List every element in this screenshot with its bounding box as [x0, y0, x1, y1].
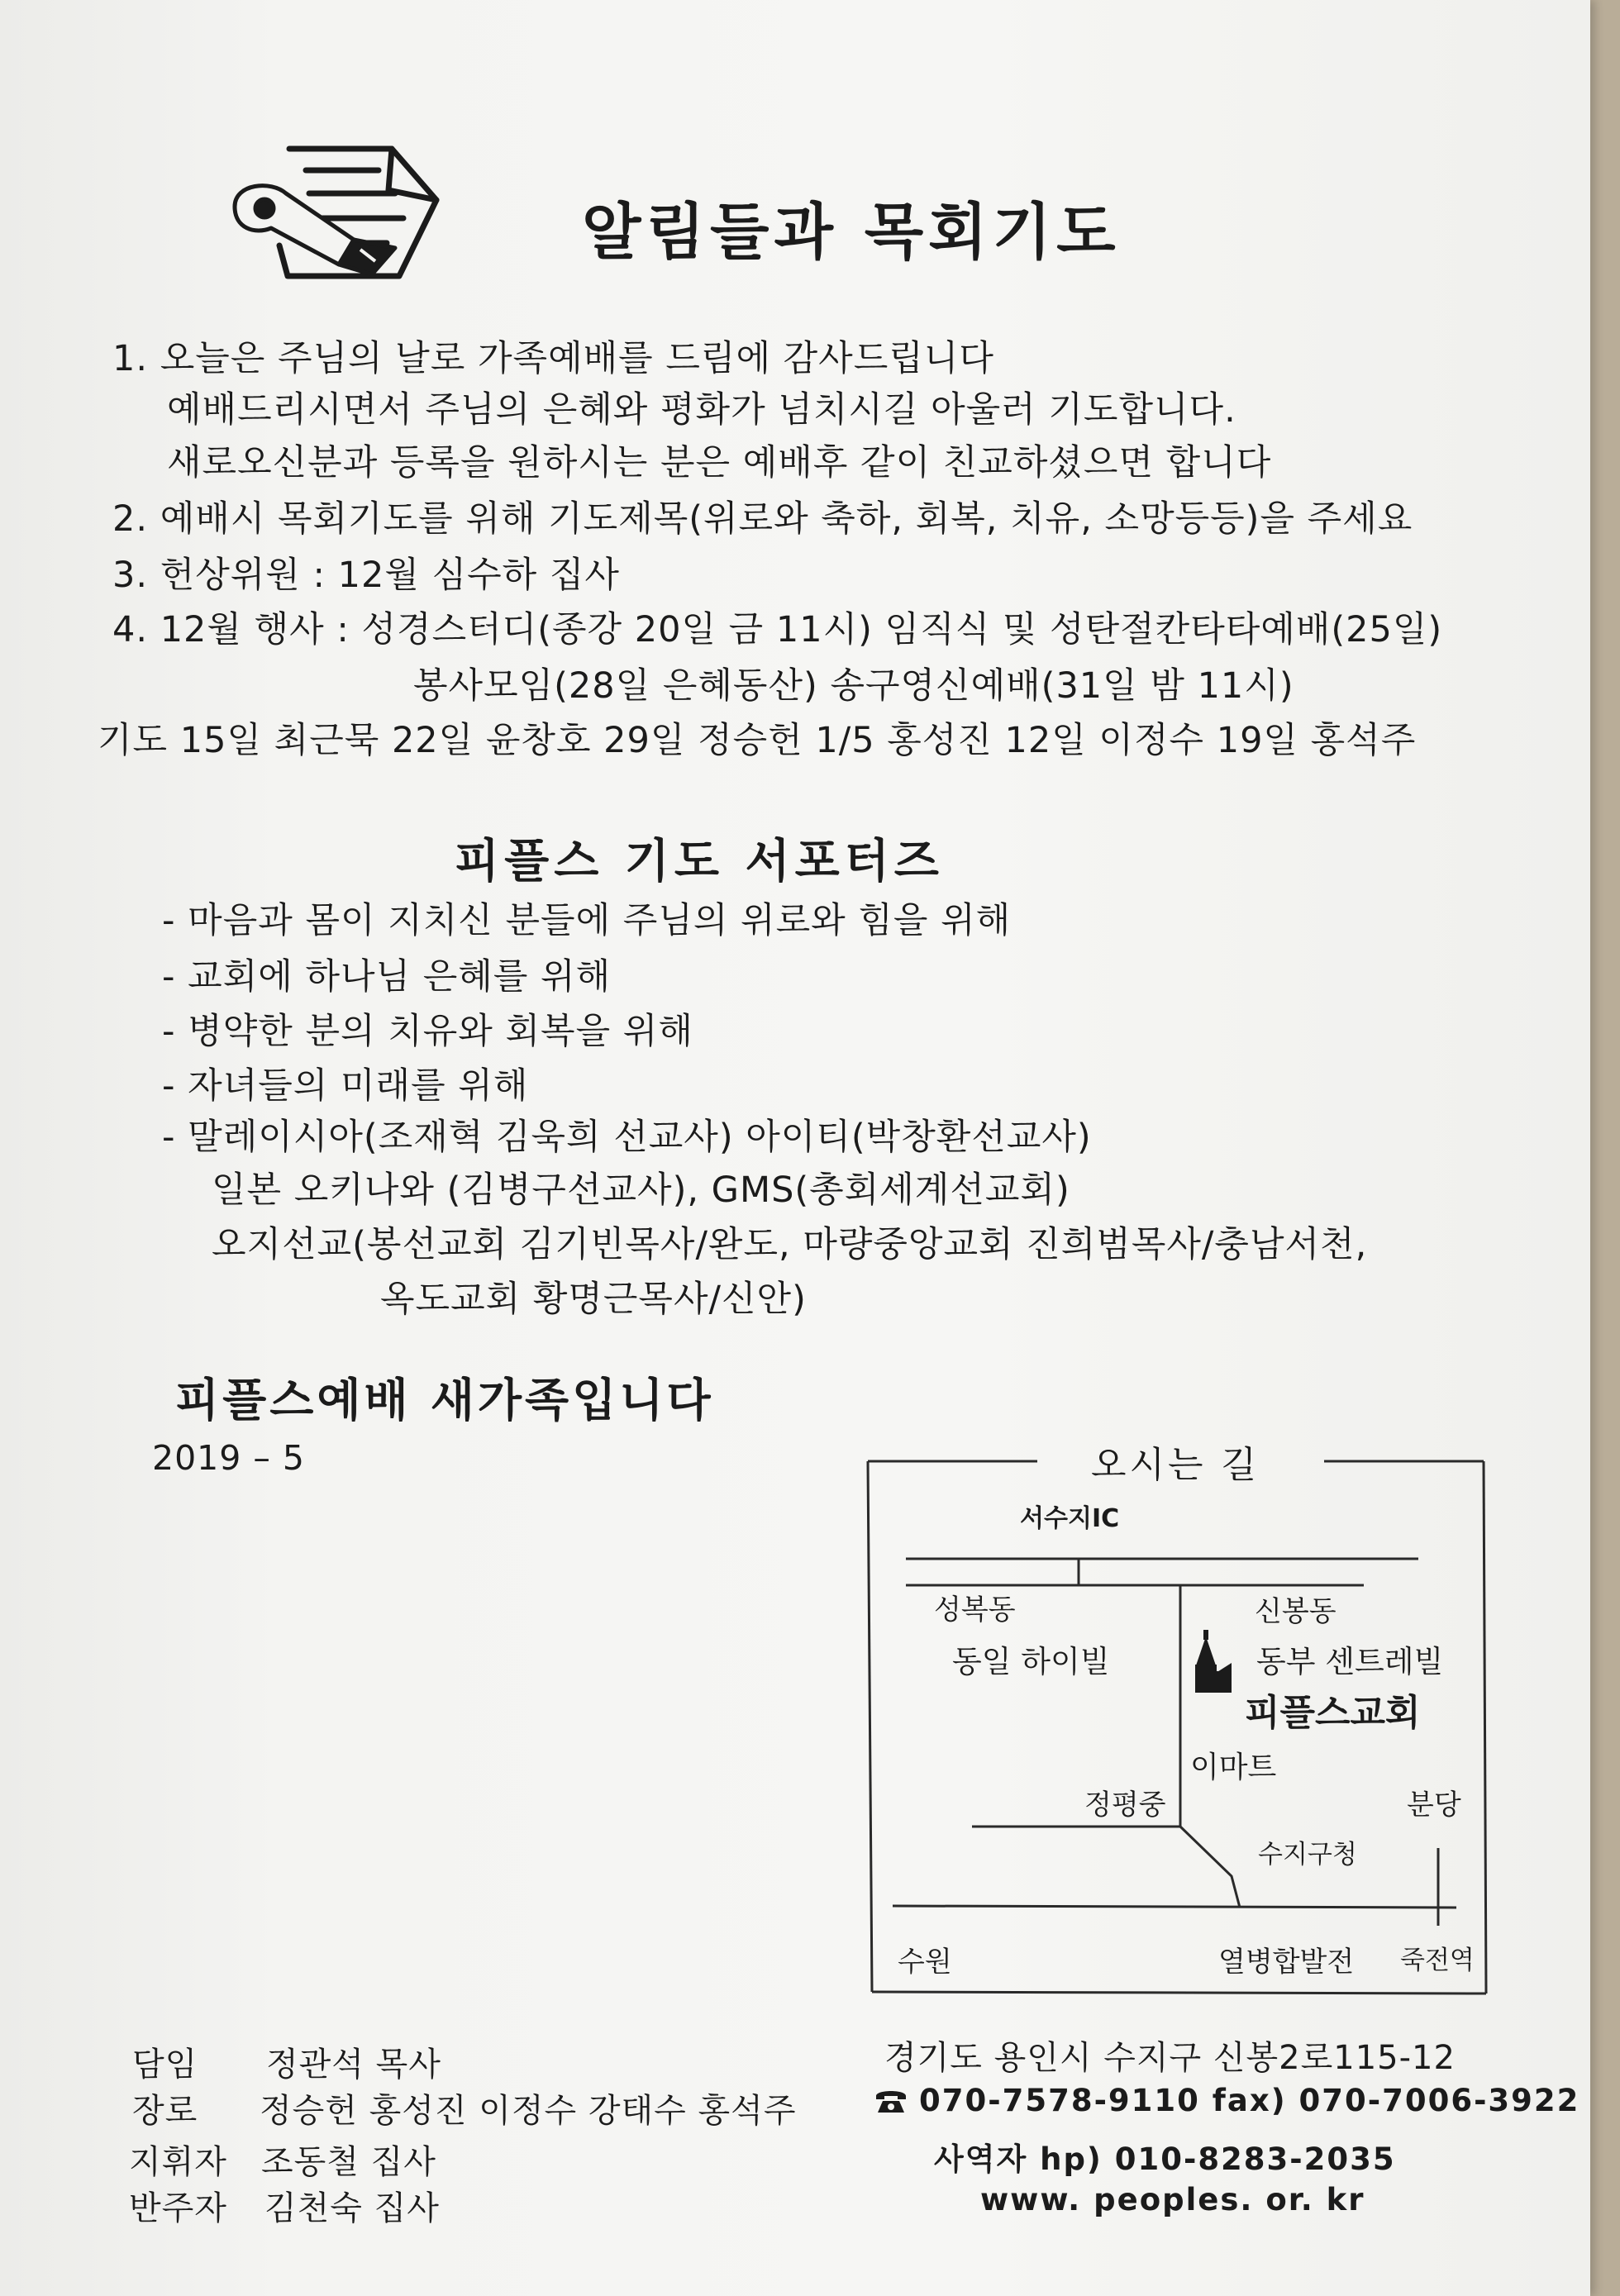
church-phone: 070-7578-9110 fax) 070-7006-3922: [919, 2083, 1580, 2118]
document-pen-icon: [230, 142, 446, 283]
supporter-item: 옥도교회 황명근목사/신안): [380, 1279, 807, 1320]
map-label-sinbong: 신봉동: [1255, 1595, 1336, 1628]
staff-role: 지휘자: [129, 2143, 227, 2181]
map-label-jukjeon: 죽전역: [1400, 1946, 1475, 1975]
map-label-suwon: 수원: [898, 1946, 952, 1979]
map-label-jeongpyeong: 정평중: [1084, 1789, 1166, 1822]
church-icon: [1195, 1630, 1232, 1693]
supporter-item: - 자녀들의 미래를 위해: [162, 1065, 529, 1107]
church-website[interactable]: www. peoples. or. kr: [980, 2182, 1365, 2217]
staff-names: 정관석 목사: [266, 2046, 441, 2084]
map-label-emart: 이마트: [1190, 1751, 1277, 1784]
map-label-church: 피플스교회: [1245, 1692, 1421, 1734]
map-title: 오시는 길: [1091, 1444, 1260, 1486]
supporter-item: 일본 오키나와 (김병구선교사), GMS(총회세계선교회): [212, 1169, 1070, 1211]
telephone-icon: [873, 2088, 909, 2114]
minister-hp: 사역자 hp) 010-8283-2035: [934, 2141, 1396, 2177]
supporter-item: - 병약한 분의 치유와 회복을 위해: [162, 1011, 693, 1052]
map-label-dongbu: 동부 센트레빌: [1256, 1644, 1444, 1679]
newcomer-title: 피플스예배 새가족입니다: [175, 1374, 714, 1427]
notice-line: 예배드리시면서 주님의 은혜와 평화가 넘치시길 아울러 기도합니다.: [167, 389, 1236, 431]
notice-line: 1. 오늘은 주님의 날로 가족예배를 드림에 감사드립니다: [112, 338, 994, 379]
supporters-title: 피플스 기도 서포터즈: [455, 835, 944, 888]
staff-names: 조동철 집사: [261, 2143, 436, 2181]
staff-names: 정승헌 홍성진 이정수 강태수 홍석주: [260, 2092, 797, 2130]
notice-line: 봉사모임(28일 은혜동산) 송구영신예배(31일 밤 11시): [413, 665, 1294, 707]
supporter-item: 오지선교(봉선교회 김기빈목사/완도, 마량중앙교회 진희범목사/충남서천,: [212, 1224, 1368, 1265]
map-label-bundang: 분당: [1407, 1789, 1461, 1822]
staff-names: 김천숙 집사: [264, 2189, 440, 2227]
staff-role: 반주자: [129, 2189, 227, 2227]
prayer-schedule: 기도 15일 최근묵 22일 윤창호 29일 정승헌 1/5 홍성진 12일 이정수 19일 홍석주: [98, 720, 1417, 761]
staff-role: 장로: [132, 2092, 198, 2130]
supporter-item: - 교회에 하나님 은혜를 위해: [162, 956, 612, 998]
notice-line: 4. 12월 행사 : 성경스터디(종강 20일 금 11시) 임직식 및 성탄절칸타타예배(25일): [112, 609, 1443, 650]
notice-line: 새로오신분과 등록을 원하시는 분은 예배후 같이 친교하셨으면 합니다: [167, 442, 1272, 483]
map-label-suji: 수지구청: [1258, 1840, 1357, 1870]
notice-line: 3. 헌상위원 : 12월 심수하 집사: [112, 555, 620, 596]
notice-line: 2. 예배시 목회기도를 위해 기도제목(위로와 축하, 회복, 치유, 소망등등)을 주세요: [112, 498, 1413, 540]
map-label-yeolbyeong: 열병합발전: [1218, 1946, 1355, 1979]
newcomer-date: 2019 – 5: [152, 1438, 305, 1478]
church-address: 경기도 용인시 수지구 신봉2로115-12: [884, 2039, 1456, 2077]
map-label-ic: 서수지IC: [1020, 1504, 1120, 1533]
supporter-item: - 마음과 몸이 지치신 분들에 주님의 위로와 힘을 위해: [162, 900, 1012, 941]
staff-role: 담임: [132, 2046, 198, 2084]
supporter-item: - 말레이시아(조재혁 김욱희 선교사) 아이티(박창환선교사): [162, 1117, 1092, 1158]
map-label-dongil: 동일 하이빌: [952, 1644, 1110, 1679]
page-title: 알림들과 목회기도: [582, 197, 1121, 268]
map-label-seongbok: 성복동: [934, 1593, 1016, 1627]
